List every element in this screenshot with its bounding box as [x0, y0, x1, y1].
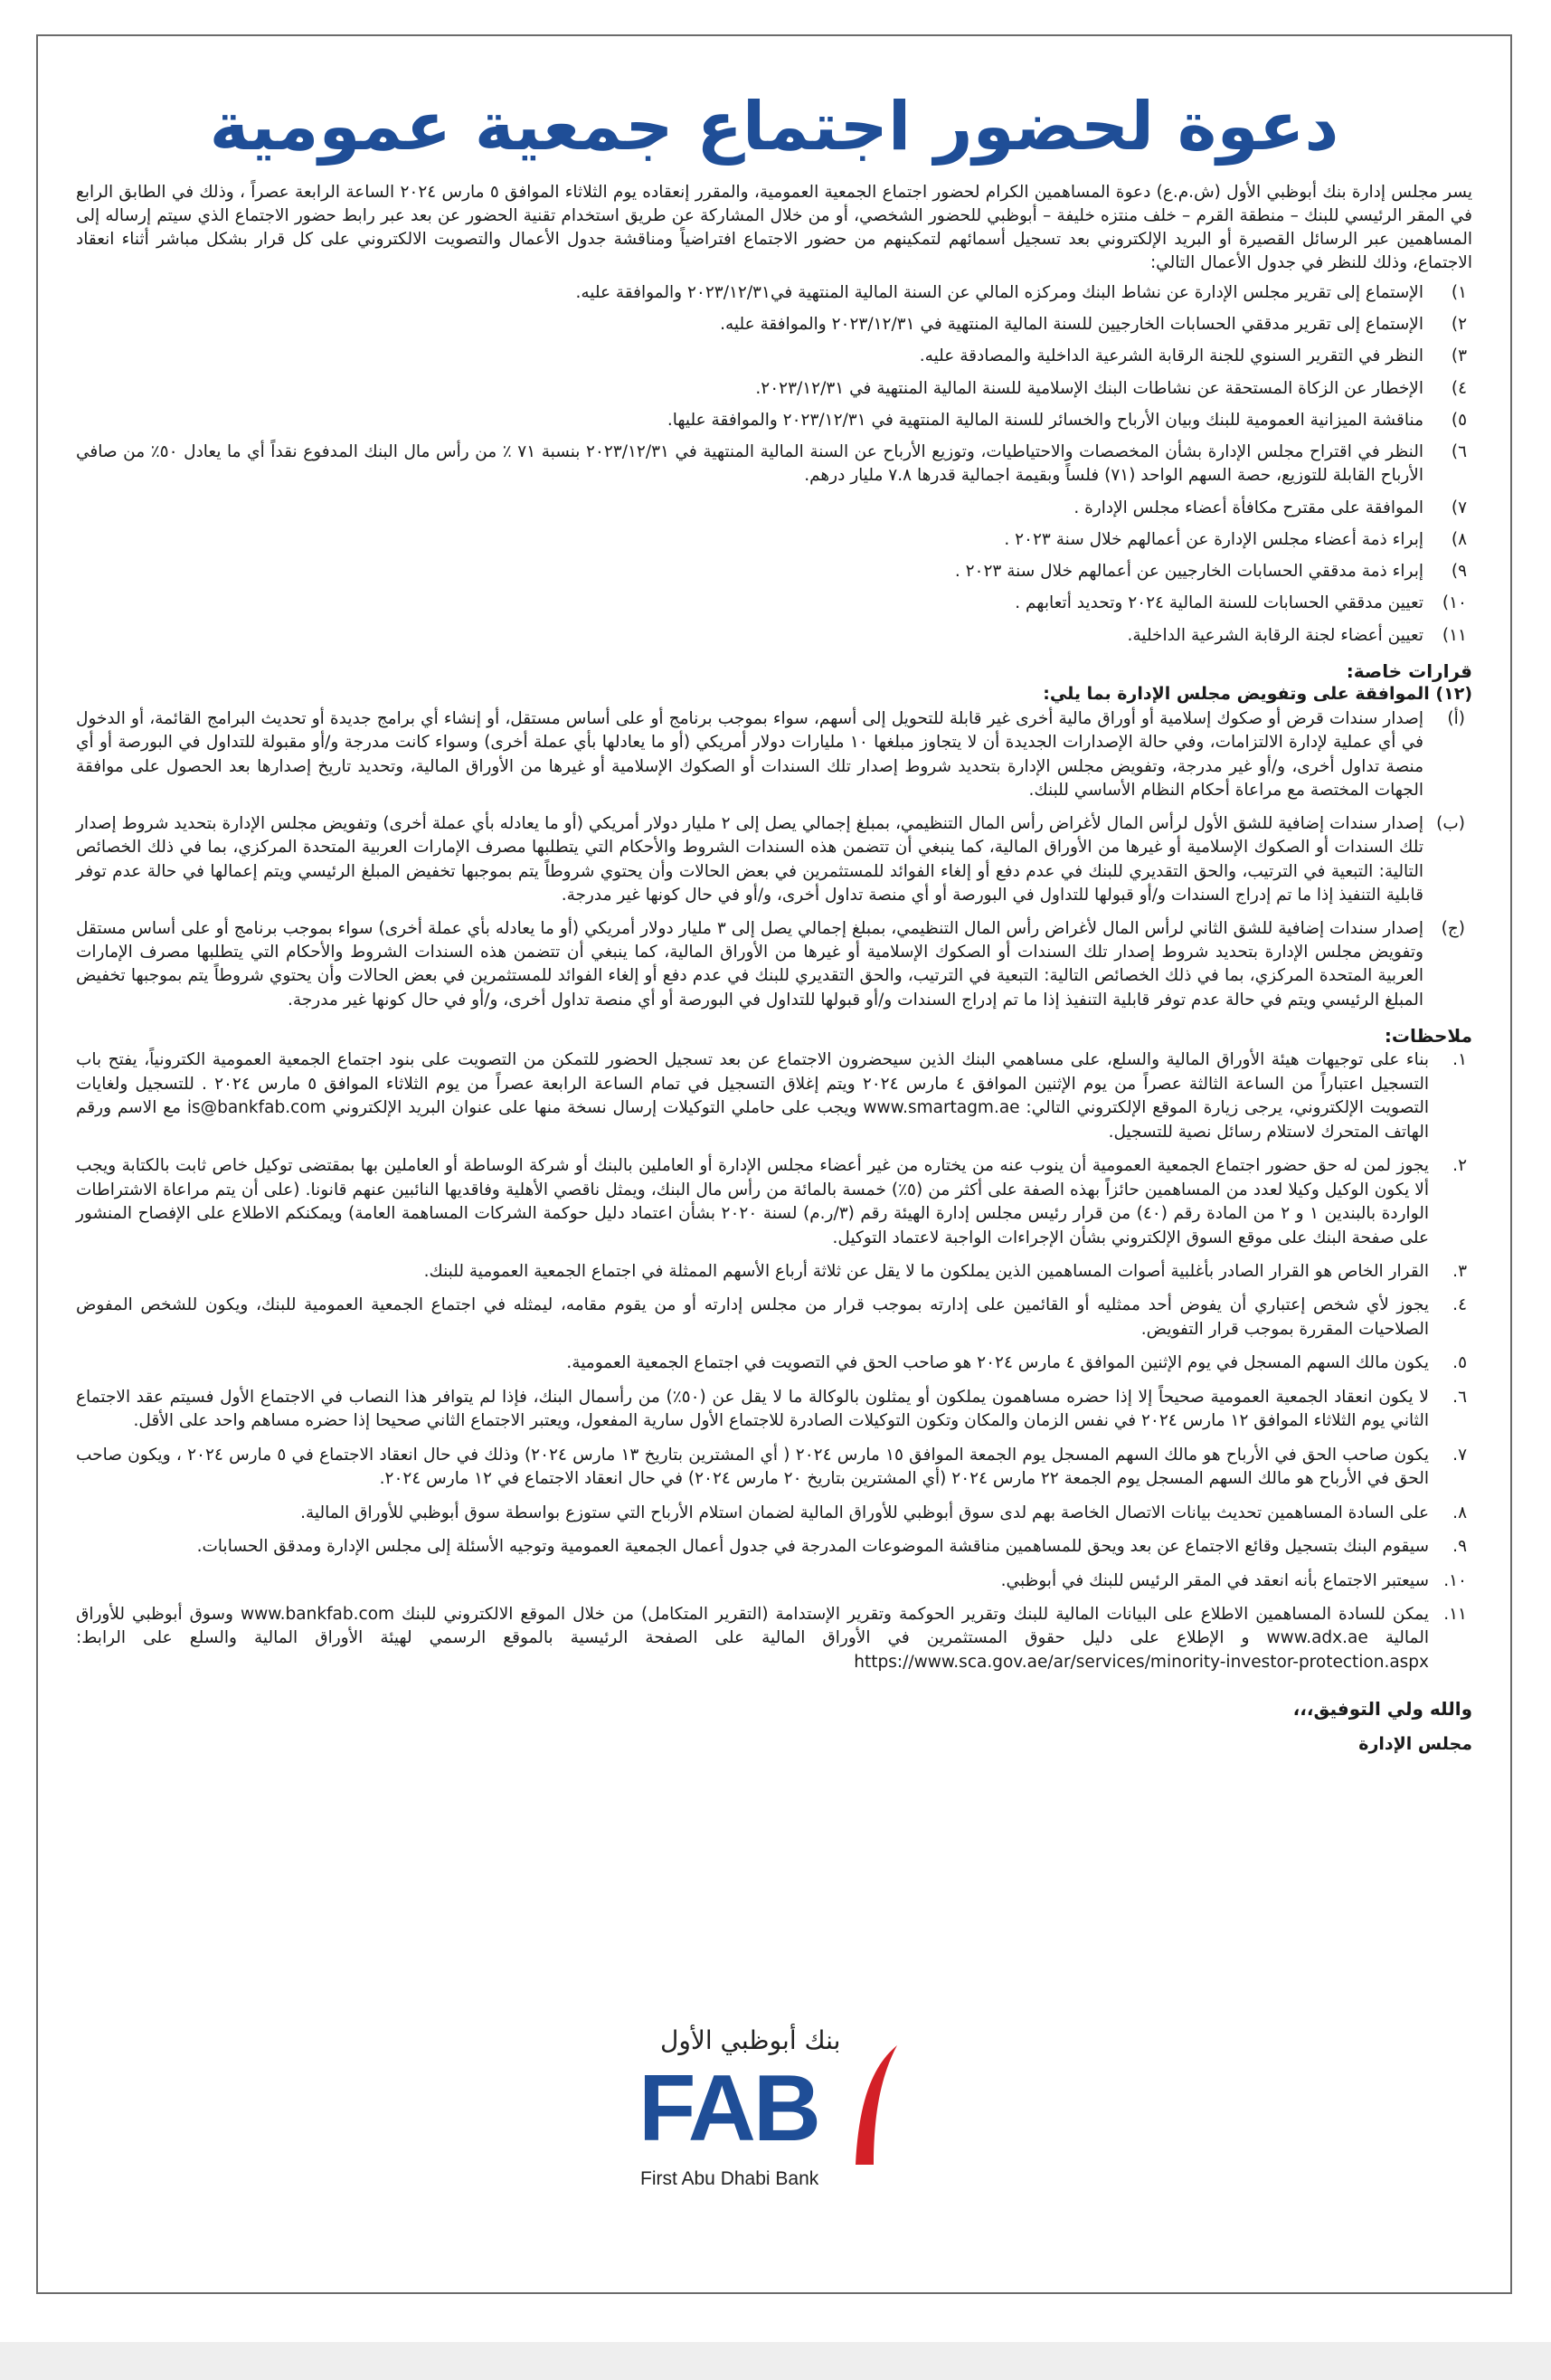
agenda-item — [76, 560, 1472, 583]
note-number: ٣. — [1452, 1262, 1467, 1281]
note-text: على السادة المساهمين تحديث بيانات الاتصال الخاصة بهم لدى سوق أبوظبي للأوراق المالية لضمان استلام الأرباح التي ستوزع بواسطة سوق أبوظبي للأوراق المالية. — [300, 1503, 1429, 1522]
subitem-label: (ج) — [1441, 918, 1465, 938]
note-item — [76, 1260, 1472, 1284]
agenda-text: الإستماع إلى تقرير مجلس الإدارة عن نشاط البنك ومركزه المالي عن السنة المالية المنتهية في٢٠٢٣/١٢/٣١ والموافقة عليه. — [575, 282, 1423, 302]
agenda-number: ٣) — [1451, 346, 1467, 366]
agenda-text: إبراء ذمة مدققي الحسابات الخارجيين عن أعمالهم خلال سنة ٢٠٢٣ . — [954, 562, 1423, 582]
note-number: ٦. — [1452, 1387, 1467, 1407]
agenda-number: ١) — [1451, 282, 1467, 302]
agenda-item — [76, 624, 1472, 648]
subitem-text: إصدار سندات قرض أو صكوك إسلامية أو أوراق مالية أخرى غير قابلة للتحويل إلى أسهم، سواء بموجب برنامج أو على أساس مستقل، أو إنشاء أي برامج جديدة أو تحديث البرامج القائمة، أو الدخول في أي عملية لإدارة الالتزامات، وفي حالة الإصدارات الجديدة أن لا يتجاوز مبلغها ١٠ مليارات دولار أمريكي (أو ما يعادلها بأي عملة أخرى) وسواء كانت مدرجة و/أو مقبولة للتداول في البورصة أو أي منصة تداول أخرى، و/أو غير مدرجة، وتفويض مجلس الإدارة بتحديد شروط إصدار تلك السندات أو الصكوك الإسلامية أو غيرها من الأوراق المالية، وتحديد تاريخ إصدارها بعد الحصول على موافقة الجهات المختصة مع مراعاة أحكام النظام الأساسي للبنك. — [76, 708, 1423, 801]
note-item — [76, 1351, 1472, 1375]
fab-logo — [629, 2025, 919, 2206]
note-item — [76, 1386, 1472, 1434]
agenda-text: تعيين مدققي الحسابات للسنة المالية ٢٠٢٤ وتحديد أتعابهم . — [1015, 593, 1423, 613]
agenda-number: ١١) — [1442, 625, 1467, 645]
agenda-number: ٦) — [1451, 442, 1467, 462]
resolution-12-heading: (١٢) الموافقة على وتفويض مجلس الإدارة بما يلي: — [1043, 683, 1472, 704]
agenda-text: مناقشة الميزانية العمومية للبنك وبيان الأرباح والخسائر للسنة المالية المنتهية في ٢٠٢٣/١٢/٣١ والموافقة عليها. — [667, 410, 1423, 430]
agenda-item — [76, 345, 1472, 368]
agenda-item — [76, 281, 1472, 305]
note-number: ٨. — [1452, 1503, 1467, 1522]
resolution-subitem — [76, 917, 1472, 1013]
note-number: ١١. — [1443, 1604, 1467, 1624]
agenda-item — [76, 313, 1472, 337]
logo-arabic-name: بنك أبوظبي الأول — [660, 2025, 841, 2055]
subitem-text: إصدار سندات إضافية للشق الثاني لرأس المال لأغراض رأس المال التنظيمي، بمبلغ إجمالي يصل إلى ٣ مليار دولار أمريكي (أو ما يعادله بأي عملة أخرى) سواء بموجب برنامج أو على أساس مستقل وتفويض مجلس الإدارة بتحديد شروط إصدار تلك السندات أو الصكوك الإسلامية أو غيرها من الأوراق المالية، كما ينبغي أن تتضمن هذه السندات الشروط والأحكام التي يتطلبها مصرف الإمارات العربية المتحدة المركزي، بما في ذلك الخصائص التالية: التبعية في الترتيب، والحق التقديري للبنك في عدم دفع أو إلغاء الفوائد للمستثمرين في بعض الحالات وأن يحتوي شروطاً يتم بموجبها تخفيض المبلغ الرئيسي ويتم في حالة عدم توفر قابلية التنفيذ إذا ما تم إدراج السندات و/أو قبولها للتداول في البورصة أو أي منصة تداول أخرى، و/أو في حال كونها غير مدرجة. — [76, 918, 1423, 1010]
note-text: يجوز لمن له حق حضور اجتماع الجمعية العمومية أن ينوب عنه من يختاره من غير أعضاء مجلس الإدارة أو العاملين بالبنك أو شركة الوساطة أو العاملين بها بمقتضى توكيل خاص ثابت بالكتابة ويجب ألا يكون الوكيل وكيلا لعدد من المساهمين حائزاً بهذه الصفة على أكثر من (٥٪) خمسة بالمائة من رأس مال البنك، ويمثل ناقصي الأهلية وفاقديها النائبين عنهم قانونا. (على أن يتم مراعاة الاشتراطات الواردة بالبندين ١ و ٢ من المادة رقم (٤٠) من قرار رئيس مجلس إدارة الهيئة رقم (٣/ر.م) لسنة ٢٠٢٠ بشأن اعتماد دليل حوكمة الشركات المساهمة العامة) ويمكنكم الاطلاع على الإفصاح المنشور على صفحة البنك على موقع السوق الإلكتروني بشأن الإجراءات الواجبة لاعتماد التوكيل. — [76, 1156, 1430, 1247]
agenda-item — [76, 441, 1472, 488]
closing-greeting: والله ولي التوفيق،،، — [1292, 1698, 1472, 1721]
agenda-text: الموافقة على مقترح مكافأة أعضاء مجلس الإدارة . — [1073, 498, 1423, 517]
agenda-number: ٩) — [1451, 562, 1467, 582]
agenda-number: ٤) — [1451, 378, 1467, 398]
note-text: يكون صاحب الحق في الأرباح هو مالك السهم المسجل يوم الجمعة الموافق ١٥ مارس ٢٠٢٤ ( أي المشترين بتاريخ ١٣ مارس ٢٠٢٤) وذلك في حال انعقاد الاجتماع في ٥ مارس ٢٠٢٤ ، ويكون صاحب الحق في الأرباح هو مالك السهم المسجل يوم الجمعة ٢٢ مارس ٢٠٢٤ (أي المشترين بتاريخ ٢٠ مارس ٢٠٢٤) في حال انعقاد الاجتماع في ١٢ مارس ٢٠٢٤. — [76, 1445, 1430, 1489]
note-item — [76, 1048, 1472, 1144]
note-text: يمكن للسادة المساهمين الاطلاع على البيانات المالية للبنك وتقرير الحوكمة وتقرير الإستدامة (التقرير المتكامل) من خلال الموقع الالكتروني للبنك www.bankfab.com وسوق أبوظبي للأوراق المالية www.adx.ae و الإطلاع على دليل حقوق المستثمرين في الأوراق المالية على الصفحة الرئيسية بالموقع الرسمي لهيئة الأوراق المالية والسلع على الرابط: https://www.sca.gov.ae/ar/services/minority-investor-protection.aspx — [76, 1604, 1429, 1672]
agenda-number: ٧) — [1451, 498, 1467, 517]
agenda-text: الإخطار عن الزكاة المستحقة عن نشاطات البنك الإسلامية للسنة المالية المنتهية في ٢٠٢٣/١٢/٣١. — [755, 378, 1423, 398]
intro-paragraph: يسر مجلس إدارة بنك أبوظبي الأول (ش.م.ع) دعوة المساهمين الكرام لحضور اجتماع الجمعية العمومية، والمقرر إنعقاده يوم الثلاثاء الموافق ٥ مارس ٢٠٢٤ الساعة الرابعة عصراً ، وذلك في الطابق الرابع في المقر الرئيسي للبنك – منطقة القرم – خلف منتزه خليفة – أبوظبي للحضور الشخصي، أو من خلال المشاركة عن طريق استخدام تقنية الحضور عن بعد عبر رابط حضور الاجتماع الذي سيتم إرساله إلى المساهمين عبر الرسائل القصيرة أو البريد الإلكتروني بعد تسجيل أسمائهم لتمكينهم من حضور الاجتماع افتراضياً ومناقشة جدول الأعمال والتصويت الالكتروني على كل قرار بشكل مباشر أثناء انعقاد الاجتماع، وذلك للنظر في جدول الأعمال التالي: — [76, 182, 1472, 273]
agenda-number: ٨) — [1451, 529, 1467, 549]
subitem-label: (أ) — [1447, 708, 1465, 728]
note-item — [76, 1154, 1472, 1250]
agenda-item — [76, 409, 1472, 432]
note-item — [76, 1444, 1472, 1492]
logo-wordmark: FAB — [638, 2056, 818, 2161]
agenda-number: ١٠) — [1442, 593, 1467, 613]
resolution-subitem — [76, 707, 1472, 803]
resolution-subitems — [76, 707, 1472, 1012]
logo-swoosh-icon — [834, 2042, 906, 2168]
announcement-content — [76, 54, 1472, 2274]
note-text: بناء على توجيهات هيئة الأوراق المالية والسلع، على مساهمي البنك الذين سيحضرون الاجتماع عن بعد تسجيل الحضور للتمكن من التصويت على بنود اجتماع الجمعية العمومية الكترونياً، يفتح باب التسجيل اعتباراً من الساعة الثالثة عصراً من يوم الإثنين الموافق ٤ مارس ٢٠٢٤ ويتم إغلاق التسجيل في تمام الساعة الرابعة عصراً من يوم الثلاثاء الموافق ٥ مارس ٢٠٢٤ . للتسجيل ولغايات التصويت الإلكتروني، يرجى زيارة الموقع الإلكتروني التالي: www.smartagm.ae ويجب على حاملي التوكيلات إرسال نسخة منها على عنوان البريد الإلكتروني is@bankfab.com مع الاسم ورقم الهاتف المتحرك لاستلام رسائل نصية للتسجيل. — [76, 1050, 1429, 1142]
note-item — [76, 1535, 1472, 1559]
note-text: يجوز لأي شخص إعتباري أن يفوض أحد ممثليه أو القائمين على إدارته بموجب قرار من مجلس إدارته أو من يقوم مقامه، ليمثله في اجتماع الجمعية العمومية للبنك، ويكون للشخص المفوض الصلاحيات المقررة بموجب قرار التفويض. — [76, 1295, 1429, 1339]
agenda-text: النظر في اقتراح مجلس الإدارة بشأن المخصصات والاحتياطيات، وتوزيع الأرباح عن السنة المالية المنتهية في ٢٠٢٣/١٢/٣١ بنسبة ٧١ ٪ من رأس مال البنك المدفوع نقداً أي ما يعادل ٥٠٪ من صافي الأرباح القابلة للتوزيع، حصة السهم الواحد (٧١) فلساً وبقيمة اجمالية قدرها ٧.٨ مليار درهم. — [76, 442, 1423, 486]
agenda-item — [76, 377, 1472, 401]
note-number: ١٠. — [1443, 1570, 1467, 1590]
signature-board: مجلس الإدارة — [1358, 1734, 1472, 1755]
notes-list — [76, 1048, 1472, 1674]
agenda-item — [76, 528, 1472, 552]
note-number: ١. — [1452, 1050, 1467, 1070]
note-number: ٧. — [1452, 1445, 1467, 1465]
subitem-text: إصدار سندات إضافية للشق الأول لرأس المال لأغراض رأس المال التنظيمي، بمبلغ إجمالي يصل إلى ٢ مليار دولار أمريكي (أو ما يعادله بأي عملة أخرى) وتفويض مجلس الإدارة بتحديد شروط إصدار تلك السندات أو الصكوك الإسلامية أو غيرها من الأوراق المالية، كما ينبغي أن تتضمن هذه السندات الشروط والأحكام التي يتطلبها مصرف الإمارات العربية المتحدة المركزي، بما في ذلك الخصائص التالية: التبعية في الترتيب، والحق التقديري للبنك في عدم دفع أو إلغاء الفوائد للمستثمرين في بعض الحالات وأن يحتوي شروطاً يتم بموجبها تخفيض المبلغ الرئيسي ويتم إعمالها في حالة عدم توفر قابلية التنفيذ إذا ما تم إدراج السندات و/أو قبولها للتداول في البورصة أو أي منصة تداول أخرى، و/أو في حال كونها غير مدرجة. — [76, 813, 1423, 906]
resolution-subitem — [76, 812, 1472, 908]
note-text: القرار الخاص هو القرار الصادر بأغلبية أصوات المساهمين الذين يملكون ما لا يقل عن ثلاثة أرباع الأسهم الممثلة في اجتماع الجمعية العمومية للبنك. — [423, 1262, 1429, 1281]
logo-english-name: First Abu Dhabi Bank — [640, 2168, 819, 2189]
agenda-text: الإستماع إلى تقرير مدققي الحسابات الخارجيين للسنة المالية المنتهية في ٢٠٢٣/١٢/٣١ والموافقة عليه. — [720, 315, 1423, 335]
note-item — [76, 1603, 1472, 1674]
note-number: ٩. — [1452, 1537, 1467, 1557]
agenda-text: تعيين أعضاء لجنة الرقابة الشرعية الداخلية. — [1127, 625, 1423, 645]
note-item — [76, 1569, 1472, 1593]
agenda-number: ٥) — [1451, 410, 1467, 430]
note-text: لا يكون انعقاد الجمعية العمومية صحيحاً إلا إذا حضره مساهمون يملكون أو يمثلون بالوكالة ما لا يقل عن (٥٠٪) من رأسمال البنك، فإذا لم يتوافر هذا النصاب في الاجتماع الأول فسيتم عقد الاجتماع الثاني يوم الثلاثاء الموافق ١٢ مارس ٢٠٢٤ في نفس الزمان والمكان وتكون التوكيلات الصادرة للاجتماع الأول سارية المفعول، ويعتبر الاجتماع الثاني صحيحا إذا حضره مساهم واحد على الأقل. — [76, 1387, 1429, 1431]
note-text: سيقوم البنك بتسجيل وقائع الاجتماع عن بعد ويحق للمساهمين مناقشة الموضوعات المدرجة في جدول أعمال الجمعية العمومية وتوجيه الأسئلة إلى مجلس الإدارة ومدقق الحسابات. — [196, 1537, 1429, 1557]
page-bottom-strip — [0, 2342, 1551, 2380]
special-resolutions-heading: قرارات خاصة: — [1346, 659, 1472, 682]
agenda-list — [76, 281, 1472, 648]
note-item — [76, 1502, 1472, 1525]
note-number: ٥. — [1452, 1353, 1467, 1373]
note-text: يكون مالك السهم المسجل في يوم الإثنين الموافق ٤ مارس ٢٠٢٤ هو صاحب الحق في التصويت في اجتماع الجمعية العمومية. — [566, 1353, 1429, 1373]
note-item — [76, 1294, 1472, 1342]
announcement-frame — [36, 34, 1512, 2294]
subitem-label: (ب) — [1436, 813, 1465, 833]
note-number: ٤. — [1452, 1295, 1467, 1315]
note-number: ٢. — [1452, 1156, 1467, 1176]
agenda-item — [76, 497, 1472, 520]
agenda-item — [76, 592, 1472, 615]
page-title: دعوة لحضور اجتماع جمعية عمومية — [209, 88, 1339, 166]
note-text: سيعتبر الاجتماع بأنه انعقد في المقر الرئيس للبنك في أبوظبي. — [1000, 1570, 1429, 1590]
notes-heading: ملاحظات: — [1384, 1025, 1472, 1048]
agenda-text: إبراء ذمة أعضاء مجلس الإدارة عن أعمالهم خلال سنة ٢٠٢٣ . — [1004, 529, 1423, 549]
agenda-text: النظر في التقرير السنوي للجنة الرقابة الشرعية الداخلية والمصادقة عليه. — [919, 346, 1423, 366]
agenda-number: ٢) — [1451, 315, 1467, 335]
